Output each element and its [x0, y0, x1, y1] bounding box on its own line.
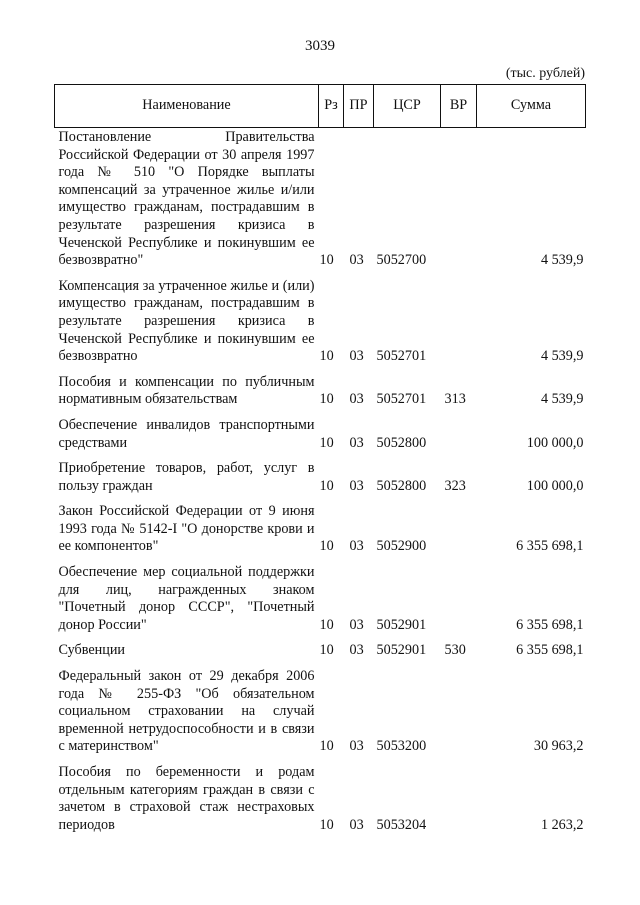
row-vr — [441, 411, 477, 454]
row-sum: 100 000,0 — [526, 434, 584, 451]
row-csr: 5052800 — [376, 434, 427, 451]
table-row — [55, 662, 586, 758]
row-vr: 323 — [444, 477, 466, 494]
table-row — [55, 272, 586, 368]
header-sum: Сумма — [477, 85, 586, 128]
header-pr: ПР — [344, 85, 374, 128]
row-csr: 5052901 — [376, 642, 427, 659]
row-vr: 313 — [444, 391, 466, 408]
row-csr: 5052701 — [376, 391, 427, 408]
table-row — [55, 497, 586, 558]
row-rz: 10 — [319, 391, 334, 408]
table-row — [55, 411, 586, 454]
row-rz: 10 — [319, 538, 334, 555]
table-header-row — [55, 85, 586, 128]
row-vr — [441, 758, 477, 836]
row-pr: 03 — [349, 642, 364, 659]
row-sum: 6 355 698,1 — [516, 642, 584, 659]
row-name: Обеспечение инвалидов транспортными средствами — [58, 416, 315, 451]
table-row — [55, 758, 586, 836]
header-vr: ВР — [441, 85, 477, 128]
page-number: 3039 — [305, 38, 335, 54]
row-name: Обеспечение мер социальной поддержки для лиц, награжденных знаком "Почетный донор СССР", "Почетный донор России" — [58, 564, 315, 633]
table-row — [55, 368, 586, 411]
row-csr: 5052900 — [376, 538, 427, 555]
row-name: Субвенции — [58, 642, 126, 659]
row-csr: 5052800 — [376, 477, 427, 494]
row-vr — [441, 662, 477, 758]
row-vr — [441, 272, 477, 368]
units-label: (тыс. рублей) — [505, 66, 585, 81]
header-csr: ЦСР — [374, 85, 441, 128]
budget-table — [54, 84, 586, 836]
row-name: Пособия по беременности и родам отдельным категориям граждан в связи с зачетом в страховой стаж нестраховых периодов — [58, 764, 315, 833]
table-row — [55, 636, 586, 662]
row-pr: 03 — [349, 616, 364, 633]
row-csr: 5052901 — [376, 616, 427, 633]
row-pr: 03 — [349, 252, 364, 269]
row-sum: 6 355 698,1 — [516, 538, 584, 555]
row-name: Пособия и компенсации по публичным нормативным обязательствам — [58, 373, 315, 408]
row-csr: 5053204 — [376, 816, 427, 833]
row-vr — [441, 128, 477, 272]
row-sum: 4 539,9 — [540, 348, 584, 365]
header-name: Наименование — [55, 85, 319, 128]
row-rz: 10 — [319, 738, 334, 755]
row-name: Компенсация за утраченное жилье и (или) имущество гражданам, пострадавшим в результате разрешения кризиса в Чеченской Республике и покинувшим ее безвозвратно — [58, 277, 315, 365]
row-rz: 10 — [319, 348, 334, 365]
row-name: Приобретение товаров, работ, услуг в пользу граждан — [58, 460, 315, 494]
row-rz: 10 — [319, 642, 334, 659]
row-sum: 30 963,2 — [533, 738, 584, 755]
row-pr: 03 — [349, 538, 364, 555]
row-sum: 4 539,9 — [540, 252, 584, 269]
row-sum: 1 263,2 — [540, 816, 584, 833]
row-name: Постановление Правительства Российской Федерации от 30 апреля 1997 года № 510 "О Порядке выплаты компенсаций за утраченное жилье и/или имущество гражданам, пострадавшим в результате разрешения кризиса в Чеченской Республике и покинувшим ее безвозвратно" — [58, 129, 315, 269]
row-csr: 5052700 — [376, 252, 427, 269]
row-name: Федеральный закон от 29 декабря 2006 года № 255-ФЗ "Об обязательном социальном страховании на случай временной нетрудоспособности и в связи с материнством" — [58, 668, 315, 755]
row-sum: 4 539,9 — [540, 391, 584, 408]
row-pr: 03 — [349, 434, 364, 451]
row-csr: 5052701 — [376, 348, 427, 365]
header-rz: Рз — [319, 85, 344, 128]
row-vr — [441, 558, 477, 636]
table-row — [55, 128, 586, 272]
row-pr: 03 — [349, 391, 364, 408]
row-vr: 530 — [444, 642, 466, 659]
row-name: Закон Российской Федерации от 9 июня 1993 года № 5142-I "О донорстве крови и ее компонентов" — [58, 503, 315, 555]
row-pr: 03 — [349, 348, 364, 365]
table-row — [55, 558, 586, 636]
row-sum: 100 000,0 — [526, 477, 584, 494]
row-pr: 03 — [349, 477, 364, 494]
row-rz: 10 — [319, 816, 334, 833]
row-vr — [441, 497, 477, 558]
row-csr: 5053200 — [376, 738, 427, 755]
row-rz: 10 — [319, 252, 334, 269]
row-sum: 6 355 698,1 — [516, 616, 584, 633]
row-pr: 03 — [349, 816, 364, 833]
row-rz: 10 — [319, 434, 334, 451]
row-rz: 10 — [319, 477, 334, 494]
table-row — [55, 454, 586, 497]
row-pr: 03 — [349, 738, 364, 755]
row-rz: 10 — [319, 616, 334, 633]
